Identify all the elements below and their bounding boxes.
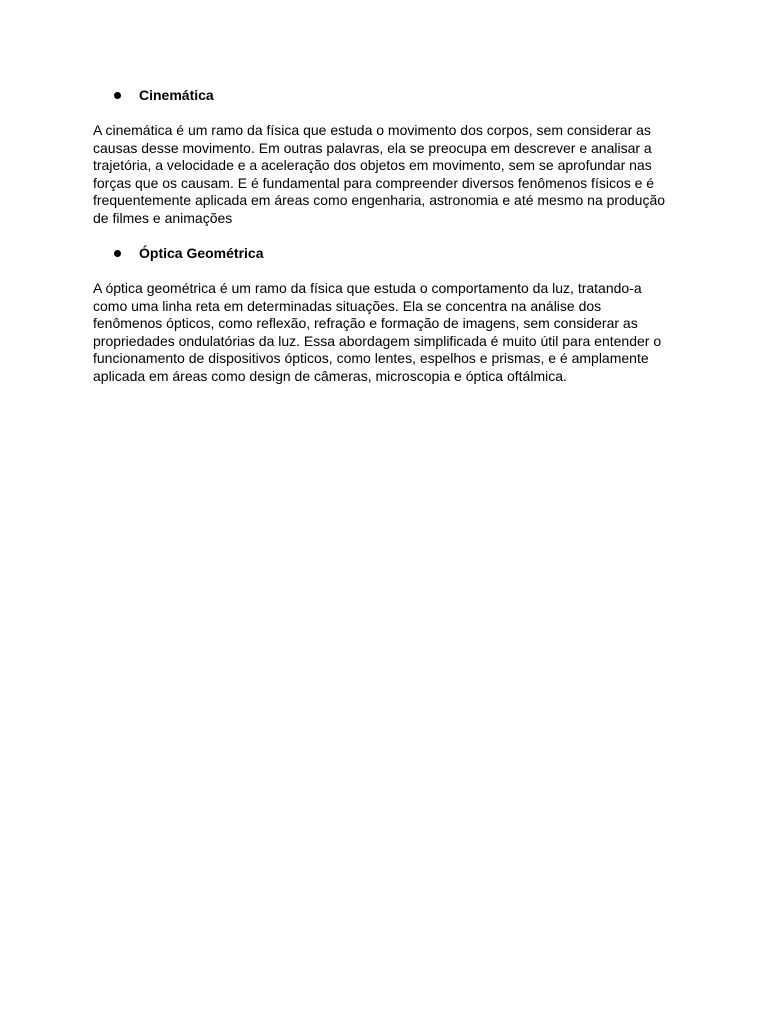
paragraph-optica-geometrica — [93, 280, 693, 386]
paragraph-line: forças que os causam. E é fundamental para compreender diversos fenômenos físicos e é — [93, 174, 655, 191]
heading-text: Cinemática — [139, 87, 214, 103]
heading-text: Óptica Geométrica — [139, 245, 264, 261]
paragraph-line: propriedades ondulatórias da luz. Essa abordagem simplificada é muito útil para entender o — [93, 332, 662, 349]
paragraph-line: trajetória, a velocidade e a aceleração dos objetos em movimento, sem se aprofundar nas — [93, 157, 652, 174]
paragraph-line: A óptica geométrica é um ramo da física que estuda o comportamento da luz, tratando-a — [93, 280, 642, 296]
paragraph-line: aplicada em áreas como design de câmeras, microscopia e óptica oftálmica. — [93, 367, 567, 384]
section-heading-optica-geometrica — [114, 244, 264, 262]
paragraph-line: fenômenos ópticos, como reflexão, refração e formação de imagens, sem considerar as — [93, 315, 638, 332]
paragraph-line: A cinemática é um ramo da física que estuda o movimento dos corpos, sem considerar as — [93, 122, 651, 138]
paragraph-cinematica — [93, 122, 693, 228]
paragraph-line: frequentemente aplicada em áreas como engenharia, astronomia e até mesmo na produção — [93, 192, 666, 209]
paragraph-line: como uma linha reta em determinadas situações. Ela se concentra na análise dos — [93, 297, 602, 314]
section-heading-cinematica — [114, 86, 214, 104]
bullet-icon — [114, 92, 121, 99]
paragraph-line: de filmes e animações — [93, 209, 233, 226]
bullet-icon — [114, 250, 121, 257]
paragraph-line: causas desse movimento. Em outras palavras, ela se preocupa em descrever e analisar a — [93, 139, 652, 156]
paragraph-line: funcionamento de dispositivos ópticos, como lentes, espelhos e prismas, e é amplamente — [93, 350, 649, 367]
